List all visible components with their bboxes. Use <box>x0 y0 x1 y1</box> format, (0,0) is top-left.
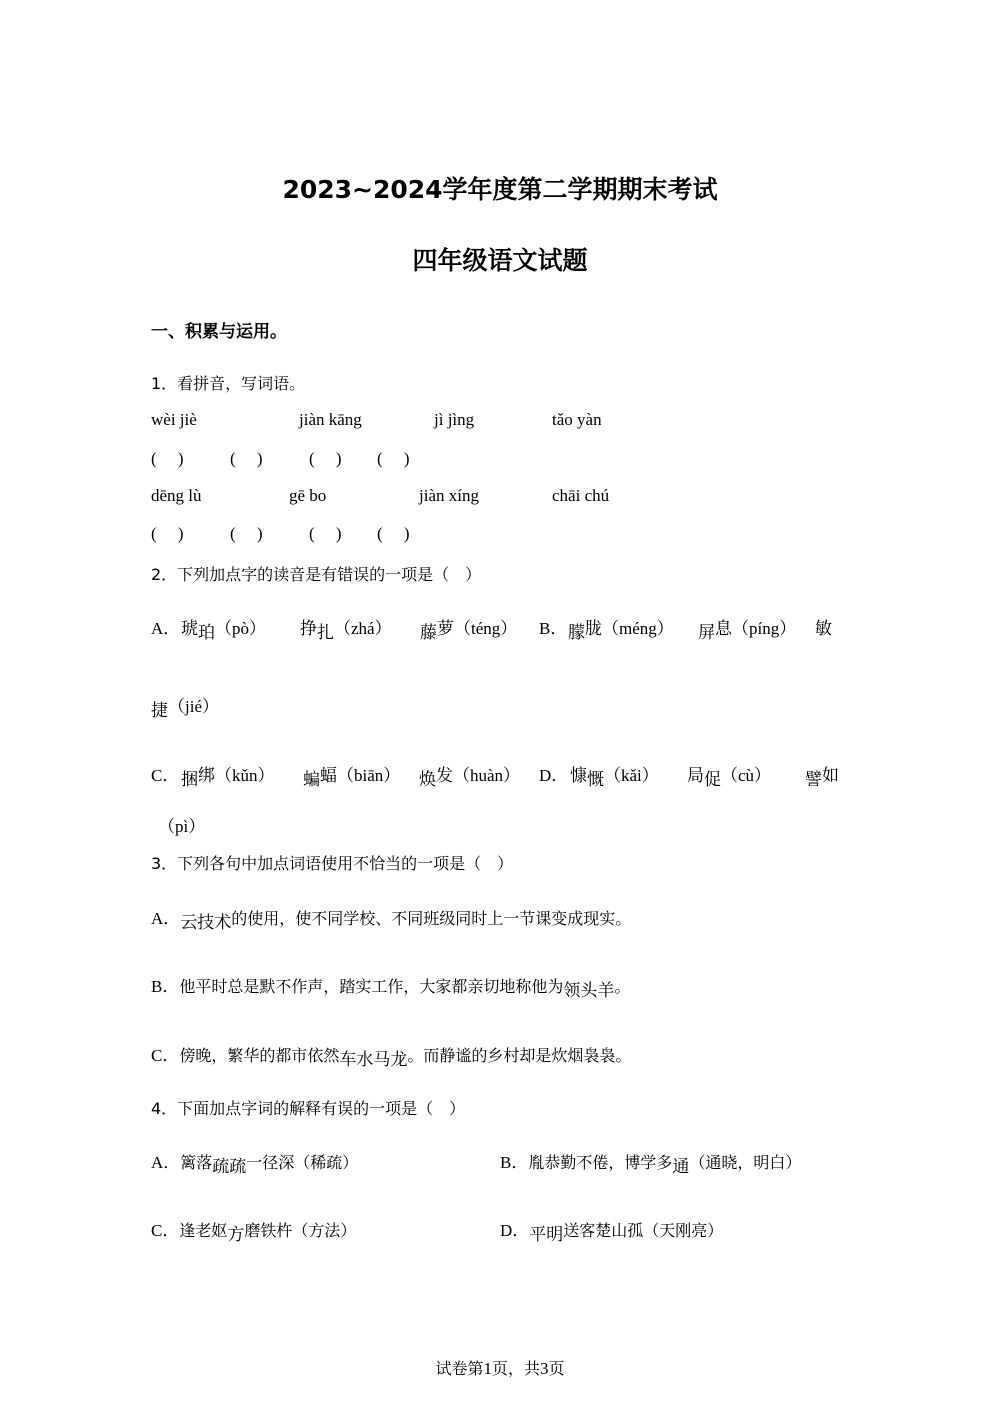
option-a-word-2: 挣扎（zhá） <box>300 619 392 643</box>
section-heading: 一、积累与运用。 <box>151 322 287 342</box>
q3-option-c: C．傍晚，繁华的都市依然车水马龙。而静谧的乡村却是炊烟袅袅。 <box>151 1046 632 1070</box>
pinyin-item: tǎo yàn <box>552 410 602 429</box>
question-2-stem: 2．下列加点字的读音是有错误的一项是（ ） <box>151 565 482 584</box>
pinyin-item: jì jìng <box>434 410 475 429</box>
option-b-word-3-cont: 捷（jié） <box>151 697 219 721</box>
answer-blank[interactable]: ( ) <box>377 449 410 468</box>
exam-subtitle: 四年级语文试题 <box>412 246 588 275</box>
answer-blank[interactable]: ( ) <box>230 524 263 543</box>
answer-blank[interactable]: ( ) <box>377 524 410 543</box>
option-a-label: A． <box>151 619 181 638</box>
pinyin-item: chāi chú <box>552 486 610 505</box>
q4-option-b: B．胤恭勤不倦，博学多通（通晓，明白） <box>500 1153 802 1177</box>
option-d-word-3-pinyin: （pì） <box>158 817 206 836</box>
q3-option-b: B．他平时总是默不作声，踏实工作，大家都亲切地称他为领头羊。 <box>151 977 631 1001</box>
option-c-label: C． <box>151 766 180 785</box>
q3-option-a: A．云技术的使用，使不同学校、不同班级同时上一节课变成现实。 <box>151 909 632 933</box>
option-b-label: B． <box>539 619 568 638</box>
pinyin-item: wèi jiè <box>151 410 197 429</box>
q4-option-c: C．逢老妪方磨铁杵（方法） <box>151 1221 357 1245</box>
option-d-word-2: 局促（cù） <box>687 766 772 790</box>
option-d-word-1: 慷慨（kǎi） <box>570 766 659 790</box>
page-footer: 试卷第1页，共3页 <box>435 1359 565 1378</box>
option-d-label: D． <box>539 766 569 785</box>
answer-blank[interactable]: ( ) <box>309 449 342 468</box>
answer-blank[interactable]: ( ) <box>151 524 184 543</box>
option-c-word-2: 蝙蝠（biān） <box>303 766 401 790</box>
answer-blank[interactable]: ( ) <box>230 449 263 468</box>
answer-blank[interactable]: ( ) <box>309 524 342 543</box>
answer-blank[interactable]: ( ) <box>151 449 184 468</box>
exam-title: 2023~2024学年度第二学期期末考试 <box>282 175 718 204</box>
option-a-word-3: 藤萝（téng） <box>420 619 518 643</box>
option-c-word-3: 焕发（huàn） <box>419 766 521 790</box>
pinyin-item: gē bo <box>289 486 327 505</box>
pinyin-item: jiàn kāng <box>299 410 362 429</box>
option-b-word-1: 朦胧（méng） <box>568 619 674 643</box>
question-3-stem: 3．下列各句中加点词语使用不恰当的一项是（ ） <box>151 854 514 873</box>
q4-option-a: A．篱落疏疏一径深（稀疏） <box>151 1153 359 1177</box>
pinyin-item: dēng lù <box>151 486 202 505</box>
pinyin-item: jiàn xíng <box>419 486 479 505</box>
option-d-word-3-chars: 譬如 <box>805 766 839 790</box>
question-4-stem: 4．下面加点字词的解释有误的一项是（ ） <box>151 1099 466 1118</box>
q4-option-d: D．平明送客楚山孤（天刚亮） <box>500 1221 724 1245</box>
option-b-word-2: 屏息（píng） <box>698 619 797 643</box>
option-b-word-3-char: 敏 <box>815 619 832 639</box>
question-1-stem: 1．看拼音，写词语。 <box>151 374 306 393</box>
option-c-word-1: 捆绑（kǔn） <box>181 766 275 790</box>
option-a-word-1: 琥珀（pò） <box>181 619 266 643</box>
